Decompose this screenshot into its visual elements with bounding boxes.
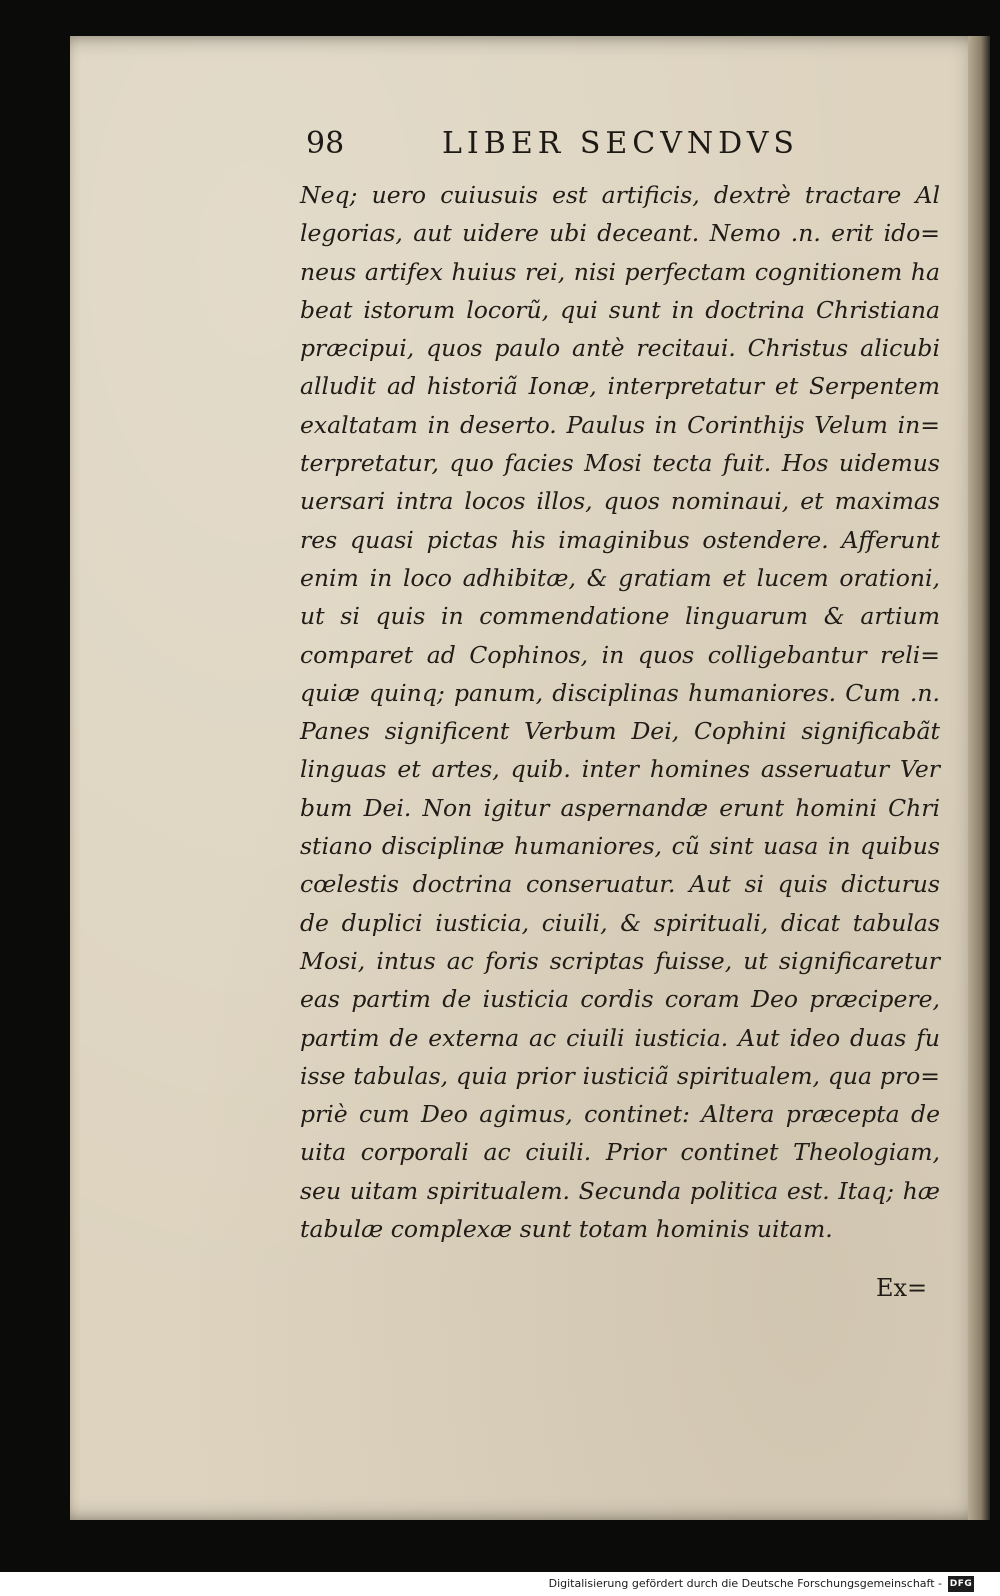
text-line: bum Dei. Non igitur aspernandæ erunt homini Chri	[300, 793, 940, 822]
text-line: neus artifex huius rei, nisi perfectam cognitionem ha	[300, 257, 940, 286]
dfg-logo: DFG	[948, 1576, 974, 1592]
text-line: linguas et artes, quib. inter homines asseruatur Ver	[300, 755, 940, 784]
footer-bar	[0, 1572, 1000, 1596]
text-line: tabulæ complexæ sunt totam hominis uitam.	[300, 1215, 833, 1244]
text-line: res quasi pictas his imaginibus ostendere. Afferunt	[300, 525, 940, 554]
body-text	[300, 176, 940, 1248]
text-line: enim in loco adhibitæ, & gratiam et lucem orationi,	[300, 563, 940, 592]
text-line: alludit ad historiã Ionæ, interpretatur et Serpentem	[300, 372, 940, 401]
text-line: Neq; uero cuiusuis est artificis, dextrè tractare Al	[300, 181, 940, 209]
text-line: exaltatam in deserto. Paulus in Corinthijs Velum in=	[300, 410, 940, 439]
text-line: uita corporali ac ciuili. Prior continet Theologiam,	[300, 1138, 940, 1167]
page-number: 98	[306, 126, 345, 161]
text-line: Mosi, intus ac foris scriptas fuisse, ut significaretur	[300, 946, 940, 975]
text-line: isse tabulas, quia prior iusticiã spiritualem, qua pro=	[300, 1061, 940, 1090]
text-line: seu uitam spiritualem. Secunda politica est. Itaq; hæ	[300, 1176, 940, 1205]
text-line: Panes significent Verbum Dei, Cophini significabãt	[300, 717, 940, 746]
funding-credit: Digitalisierung gefördert durch die Deutsche Forschungsgemeinschaft -	[548, 1577, 942, 1590]
text-line: stiano disciplinæ humaniores, cũ sint uasa in quibus	[300, 832, 940, 861]
page-header	[306, 122, 806, 172]
text-line: uersari intra locos illos, quos nominaui, et maximas	[300, 487, 940, 516]
text-line: quiæ quinq; panum, disciplinas humaniores. Cum .n.	[300, 678, 940, 707]
text-line: de duplici iusticia, ciuili, & spirituali, dicat tabulas	[300, 908, 940, 937]
running-head: LIBER SECVNDVS	[442, 126, 799, 161]
text-line: beat istorum locorũ, qui sunt in doctrina Christiana	[300, 295, 940, 324]
text-line: legorias, aut uidere ubi deceant. Nemo .n. erit ido=	[300, 219, 940, 248]
text-line: priè cum Deo agimus, continet: Altera præcepta de	[300, 1100, 940, 1129]
catchword: Ex=	[876, 1274, 928, 1302]
page-edge-shadow	[968, 36, 990, 1520]
text-line: partim de externa ac ciuili iusticia. Aut ideo duas fu	[300, 1023, 940, 1052]
text-line: cœlestis doctrina conseruatur. Aut si quis dicturus	[300, 870, 940, 899]
text-line: eas partim de iusticia cordis coram Deo præcipere,	[300, 985, 940, 1014]
text-line: comparet ad Cophinos, in quos colligebantur reli=	[300, 640, 940, 669]
text-line: præcipui, quos paulo antè recitaui. Christus alicubi	[300, 334, 940, 363]
text-line: ut si quis in commendatione linguarum & artium	[300, 602, 940, 631]
text-line: terpretatur, quo facies Mosi tecta fuit. Hos uidemus	[300, 449, 940, 478]
